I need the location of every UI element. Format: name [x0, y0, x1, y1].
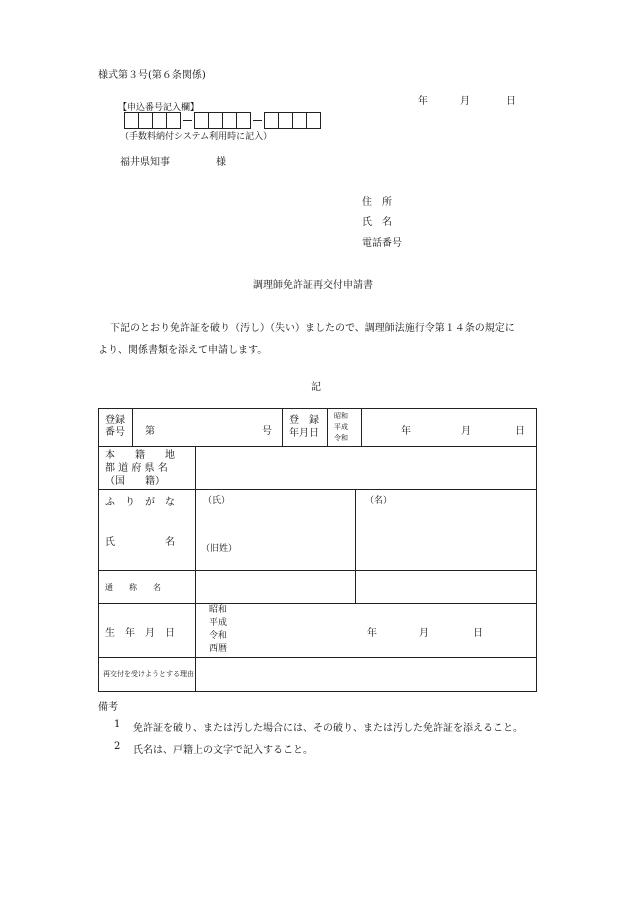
note-1-number: 1 — [114, 719, 121, 730]
application-number-note: （手数料納付システム利用時に記入） — [120, 132, 273, 142]
reg-date-label: 登 録 年月日 — [289, 415, 319, 439]
note-2-text: 氏名は、戸籍上の文字で記入すること。 — [133, 745, 313, 756]
note-2-number: 2 — [114, 741, 121, 752]
birth-label: 生 年 月 日 — [105, 628, 175, 639]
dash-separator — [183, 120, 192, 121]
given-name-field[interactable] — [359, 505, 533, 567]
reg-date-field[interactable] — [365, 412, 533, 443]
reg-no-dai: 第 — [145, 426, 155, 437]
honseki-label: 本 籍 地 都 道 府 県 名 （国 籍） — [105, 450, 175, 487]
reg-no-go: 号 — [262, 426, 272, 437]
reg-no-label: 登録 番号 — [105, 415, 125, 438]
reg-date-month: 月 — [461, 426, 471, 437]
tsusho-field-2[interactable] — [359, 573, 533, 600]
tsusho-field-1[interactable] — [199, 573, 351, 600]
ki-heading: 記 — [311, 382, 321, 393]
family-name-field[interactable] — [199, 505, 351, 567]
page-title: 調理師免許証再交付申請書 — [253, 280, 373, 291]
shimei-label: 氏 名 — [105, 537, 175, 548]
body-text-line-1: 下記のとおり免許証を破り（汚し）（失い）ましたので、調理師法施行令第１４条の規定に — [110, 323, 515, 334]
honseki-field[interactable] — [199, 449, 533, 486]
addressee-honorific: 様 — [216, 157, 226, 168]
date-month-label: 月 — [460, 96, 470, 107]
application-number-group-3[interactable] — [264, 112, 321, 129]
addressee-name: 福井県知事 — [120, 157, 170, 168]
reason-label: 再交付を受けようとする理由 — [103, 670, 194, 678]
dash-separator — [253, 120, 262, 121]
body-text-line-2: より、関係書類を添えて申請します。 — [98, 345, 268, 356]
application-number-group-1[interactable] — [124, 112, 181, 129]
birth-day: 日 — [473, 628, 483, 639]
note-1-text: 免許証を破り、または汚した場合には、その破り、または汚した免許証を添えること。 — [133, 723, 523, 734]
tsusho-label: 通 称 名 — [105, 583, 161, 592]
reg-date-day: 日 — [515, 426, 525, 437]
birth-year: 年 — [367, 628, 377, 639]
uji-label: （氏） — [203, 496, 231, 506]
application-number-boxes[interactable] — [124, 112, 321, 128]
birth-date-field[interactable] — [239, 606, 533, 654]
application-table — [98, 408, 537, 692]
phone-label: 電話番号 — [362, 238, 402, 249]
notes-heading: 備考 — [98, 702, 118, 713]
birth-month: 月 — [419, 628, 429, 639]
furigana-label: ふ り が な — [105, 497, 175, 508]
reg-no-field[interactable] — [137, 412, 277, 443]
form-number: 様式第３号(第６条関係) — [98, 70, 206, 81]
reason-field[interactable] — [199, 660, 533, 690]
reg-date-era-list: 昭和 平成 令和 — [334, 412, 348, 442]
application-number-label: 【申込番号記入欄】 — [118, 103, 200, 113]
name-label: 氏 名 — [362, 217, 392, 228]
date-day-label: 日 — [506, 96, 516, 107]
application-number-group-2[interactable] — [194, 112, 251, 129]
mei-label: （名） — [365, 496, 393, 506]
date-year-label: 年 — [418, 96, 428, 107]
reg-date-year: 年 — [401, 426, 411, 437]
address-label: 住 所 — [362, 197, 392, 208]
birth-era-list: 昭和 平成 令和 西暦 — [209, 605, 228, 654]
kyusei-label: （旧姓） — [201, 544, 238, 554]
